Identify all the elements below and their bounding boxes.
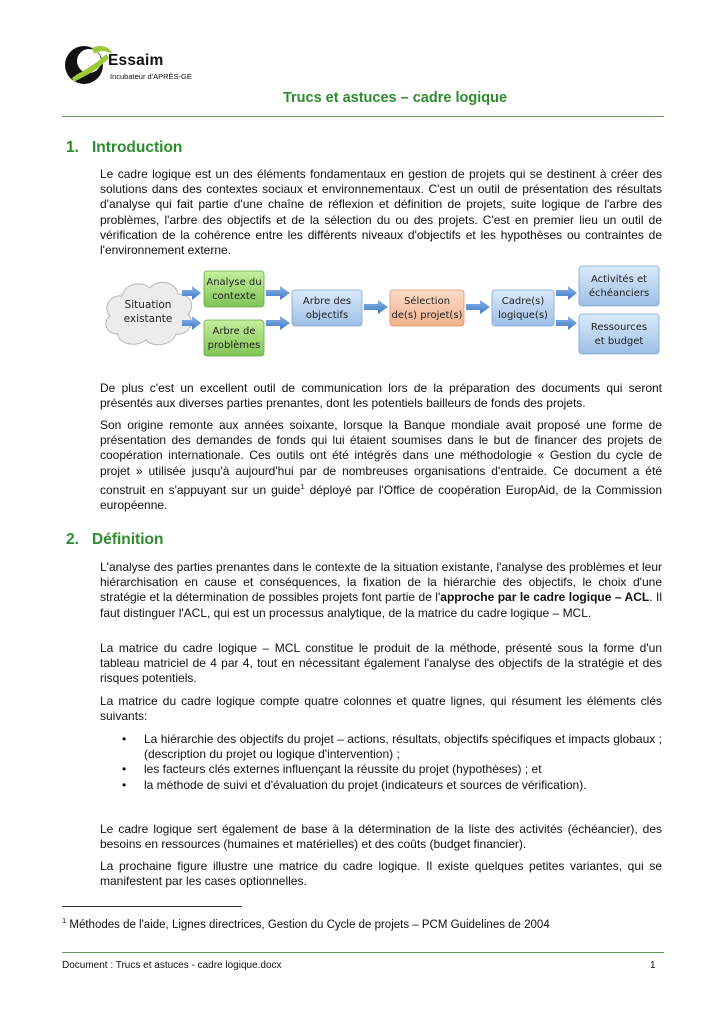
- intro-paragraph-3: Son origine remonte aux années soixante, lorsque la Banque mondiale avait proposé une forme de présentation des demandes de fonds qui lui étaient soumises dans le but de financer des projets de coopération internationale. Ces outils ont été intégrés dans une méthodologie « Gestion du cycle de projet » utilisée jusqu'à aujourd'hui par de nombreuses organisations d'entraide. Ce document a été construit en s'appuyant sur un guide$^1$ déployé par l'Office de coopération EuropAid, de la Commission européenne.: [100, 418, 662, 513]
- title-divider: [62, 116, 664, 117]
- definition-paragraph-3: La matrice du cadre logique compte quatre colonnes et quatre lignes, qui résument les éléments clés suivants:: [100, 694, 662, 724]
- logo-subtitle: Incubateur d'APRÈS-GE: [110, 72, 192, 81]
- list-item: • la méthode de suivi et d'évaluation du projet (indicateurs et sources de vérification).: [122, 777, 587, 792]
- definition-paragraph-5: La prochaine figure illustre une matrice du cadre logique. Il existe quelques petites variantes, qui se manifestent par les cases optionnelles.: [100, 859, 662, 889]
- intro-paragraph-1: Le cadre logique est un des éléments fondamentaux en gestion de projets qui se destinent à créer des solutions dans des contextes sociaux et environnementaux. C'est un outil de présentation des résultats d'analyse qui fait partie d'une chaîne de réflexion et définition de projets, suite logique de l'arbre des problèmes, l'arbre des objectifs et de la sélection du ou des projets. C'est en premier lieu un outil de vérification de la cohérence entre les différents niveaux d'objectifs et les hypothèses ou contraintes de l'environnement externe.: [100, 167, 662, 258]
- box-selection-label-1: Sélection: [403, 296, 451, 307]
- footer-divider: [62, 952, 664, 953]
- arrow-objectifs-to-selection: [364, 300, 388, 314]
- footnote-reference[interactable]: 1: [300, 481, 305, 491]
- arrow-problems-to-objectifs: [266, 316, 290, 330]
- arrow-cadre-to-ressources: [556, 316, 577, 330]
- cloud-label-2: existante: [123, 313, 173, 325]
- bullet-icon: •: [122, 777, 127, 792]
- list-item: • La hiérarchie des objectifs du projet – actions, résultats, objectifs spécifiques et impacts globaux ; (description du projet ou logique d'intervention) ;: [122, 732, 662, 762]
- footnote-text: Méthodes de l'aide, Lignes directrices, Gestion du Cycle de projets – PCM Guidelines de 2004: [69, 918, 550, 931]
- section-title: Introduction: [92, 139, 183, 156]
- box-cadre-label-2: logique(s): [498, 310, 548, 321]
- box-problemes-label-1: Arbre de: [212, 326, 256, 337]
- key-elements-list: [100, 732, 662, 793]
- section-number: 2.: [66, 531, 79, 548]
- logo-name: Essaim: [108, 52, 164, 69]
- document-title: Trucs et astuces – cadre logique: [282, 90, 508, 106]
- section-number: 1.: [66, 139, 79, 156]
- definition-paragraph-2: La matrice du cadre logique – MCL constitue le produit de la méthode, présenté sous la forme d'un tableau matriciel de 4 par 4, tout en nécessitant également l'analyse des objectifs de la stratégie et des risques potentiels.: [100, 641, 662, 686]
- list-item: • les facteurs clés externes influençant la réussite du projet (hypothèses) ; et: [122, 762, 542, 777]
- box-objectifs-label-2: objectifs: [305, 310, 349, 321]
- box-activites-label-1: Activités et: [590, 274, 648, 285]
- box-objectifs-label-1: Arbre des: [302, 296, 352, 307]
- section-heading-introduction: [66, 139, 182, 157]
- situation-cloud: [106, 282, 192, 344]
- bullet-icon: •: [122, 762, 127, 777]
- definition-paragraph-4: Le cadre logique sert également de base à la détermination de la liste des activités (échéancier), des besoins en ressources (humaines et matérielles) et des coûts (budget financier).: [100, 822, 662, 852]
- bold-term-acl: approche par le cadre logique – ACL: [440, 590, 650, 605]
- arrow-cadre-to-activites: [556, 286, 577, 300]
- footer-page-number: 1: [650, 960, 656, 971]
- box-problemes-label-2: problèmes: [207, 340, 261, 351]
- footnote: [62, 916, 550, 931]
- box-ressources-label-2: et budget: [594, 336, 644, 347]
- intro-paragraph-2: De plus c'est un excellent outil de communication lors de la préparation des documents qui seront présentés aux diverses parties prenantes, dont les potentiels bailleurs de fonds des projets.: [100, 381, 662, 411]
- box-activites: [579, 266, 659, 306]
- arrow-selection-to-cadre: [466, 300, 490, 314]
- box-analyse-label-2: contexte: [212, 291, 256, 302]
- definition-paragraph-1: L'analyse des parties prenantes dans le contexte de la situation existante, l'analyse des problèmes et leur hiérarchisation en cause et conséquences, la fixation de la hiérarchie des objectifs, le choix d'une stratégie et la détermination de possibles projets font partie de l'approche par le cadre logique – ACL. Il faut distinguer l'ACL, qui est un processus analytique, de la matrice du cadre logique – MCL.: [100, 560, 662, 620]
- section-title: Définition: [92, 531, 164, 548]
- box-ressources: [579, 314, 659, 354]
- footnote-mark: 1: [62, 916, 67, 925]
- box-activites-label-2: échéanciers: [588, 288, 650, 299]
- box-ressources-label-1: Ressources: [590, 322, 648, 333]
- footnote-divider: [62, 906, 242, 907]
- box-selection-label-2: de(s) projet(s): [391, 310, 463, 321]
- footer-document-name: Document : Trucs et astuces - cadre logique.docx: [62, 960, 282, 971]
- bullet-icon: •: [122, 732, 127, 746]
- cloud-label-1: Situation: [124, 299, 172, 311]
- box-cadre-label-1: Cadre(s): [501, 296, 545, 307]
- box-analyse-label-1: Analyse du: [206, 277, 262, 288]
- process-diagram: [100, 264, 662, 364]
- arrow-analyse-to-objectifs: [266, 286, 290, 300]
- section-heading-definition: [66, 531, 163, 549]
